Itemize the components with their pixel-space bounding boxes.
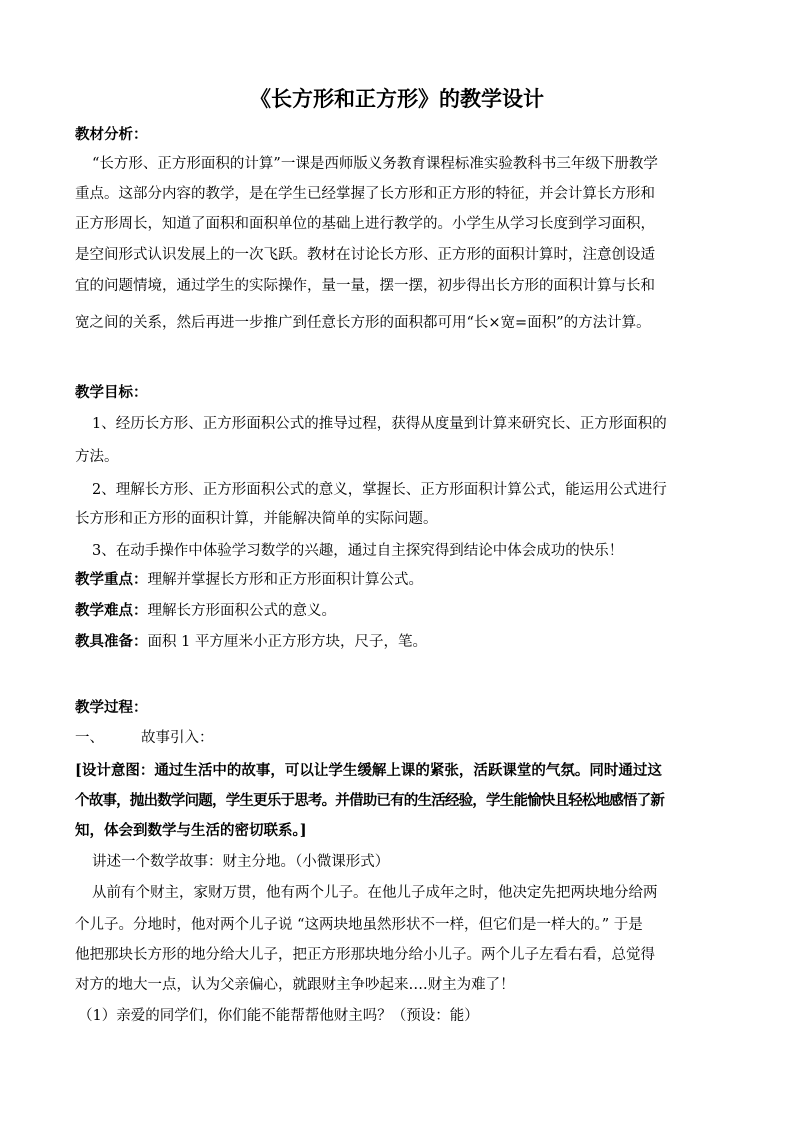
section-title: 故事引入： xyxy=(141,730,214,746)
story-line: 个儿子。分地时，他对两个儿子说 “这两块地虽然形状不一样，但它们是一样大的。” 于是 xyxy=(75,917,643,933)
tools-label: 教具准备： xyxy=(75,633,148,650)
goal-line: 方法。 xyxy=(75,449,119,465)
story-intro: 讲述一个数学故事：财主分地。（小微课形式） xyxy=(92,854,390,870)
tools xyxy=(75,632,725,652)
key-point-text: 理解并掌握长方形和正方形面积计算公式。 xyxy=(147,572,423,588)
goal-line: 3、在动手操作中体验学习数学的兴趣，通过自主探究得到结论中体会成功的快乐！ xyxy=(92,543,624,559)
analysis-line: 宽之间的关系，然后再进一步推广到任意长方形的面积都可用“长×宽=面积”的方法计算。 xyxy=(75,315,651,331)
story-line: 他把那块长方形的地分给大儿子，把正方形那块地分给小儿子。两个儿子左看右看，总觉得 xyxy=(75,947,655,963)
goal-line: 2、理解长方形、正方形面积公式的意义，掌握长、正方形面积计算公式，能运用公式进行 xyxy=(92,482,667,498)
analysis-line: 重点。这部分内容的教学，是在学生已经掌握了长方形和正方形的特征，并会计算长方形和 xyxy=(75,186,655,202)
goal-line: 1、经历长方形、正方形面积公式的推导过程，获得从度量到计算来研究长、正方形面积的 xyxy=(92,416,667,432)
story-line: 对方的地大一点，认为父亲偏心，就跟财主争吵起来….财主为难了！ xyxy=(75,977,515,993)
section-number: 一、 xyxy=(75,730,104,746)
analysis-line: 是空间形式认识发展上的一次飞跃。教材在讨论长方形、正方形的面积计算时，注意创设适 xyxy=(75,247,655,263)
process-heading: 教学过程： xyxy=(75,699,148,716)
difficulty-text: 理解长方形面积公式的意义。 xyxy=(147,603,336,619)
design-intent-line: 个故事，抛出数学问题，学生更乐于思考。并借助已有的生活经验，学生能愉快且轻松地感悟了新 xyxy=(75,792,665,809)
story-line: 从前有个财主，家财万贯，他有两个儿子。在他儿子成年之时，他决定先把两块地分给两 xyxy=(92,885,658,901)
difficulty xyxy=(75,601,725,621)
section-heading xyxy=(75,728,725,748)
design-intent-line: [设计意图：通过生活中的故事，可以让学生缓解上课的紧张，活跃课堂的气氛。同时通过这 xyxy=(75,762,662,779)
difficulty-label: 教学难点： xyxy=(75,602,148,619)
tools-text: 面积 1 平方厘米小正方形方块，尺子，笔。 xyxy=(147,634,427,650)
document-title: 《长方形和正方形》的教学设计 xyxy=(250,86,544,111)
goals-heading: 教学目标： xyxy=(75,384,148,401)
key-point xyxy=(75,570,725,590)
analysis-line: “长方形、正方形面积的计算”一课是西师版义务教育课程标准实验教科书三年级下册教学 xyxy=(92,156,658,172)
analysis-line: 正方形周长，知道了面积和面积单位的基础上进行教学的。小学生从学习长度到学习面积， xyxy=(75,216,655,232)
goal-line: 长方形和正方形的面积计算，并能解决简单的实际问题。 xyxy=(75,511,438,527)
analysis-heading: 教材分析： xyxy=(75,126,148,143)
key-point-label: 教学重点： xyxy=(75,571,148,588)
analysis-line: 宜的问题情境，通过学生的实际操作，量一量，摆一摆，初步得出长方形的面积计算与长和 xyxy=(75,278,655,294)
question-line: （1）亲爱的同学们，你们能不能帮帮他财主吗？（预设：能） xyxy=(78,1008,479,1024)
design-intent-line: 知，体会到数学与生活的密切联系。] xyxy=(75,822,307,839)
